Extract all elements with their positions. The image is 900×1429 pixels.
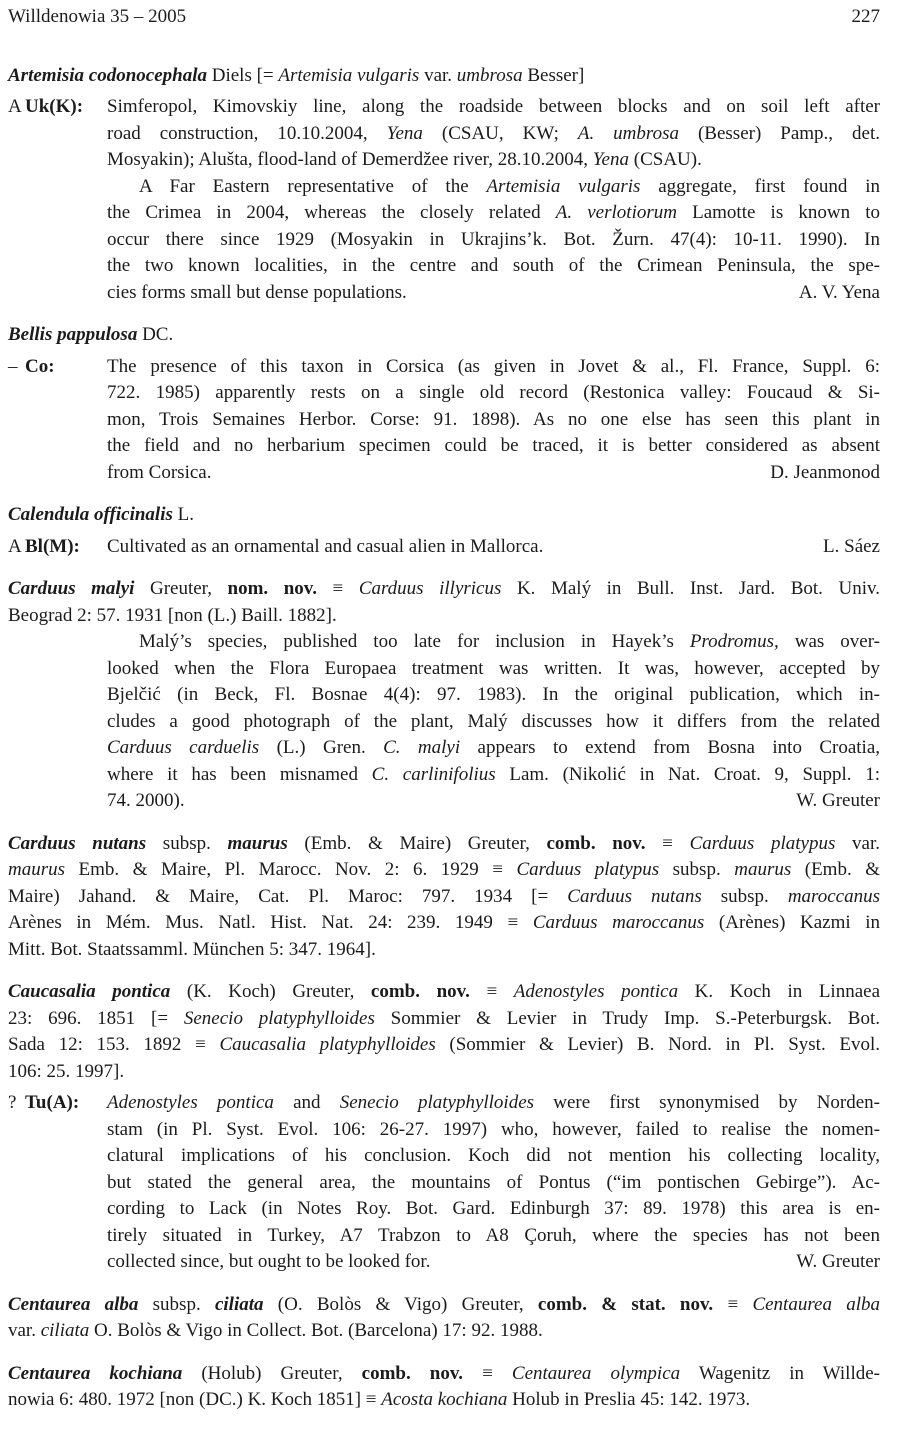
text-line [8, 603, 880, 630]
text-line [107, 1143, 880, 1170]
text-segment: ≡ [713, 1293, 753, 1315]
text-segment: Artemisia vulgaris [486, 175, 641, 197]
text-segment: and [273, 1092, 340, 1113]
species-heading [8, 576, 880, 629]
author-attribution: W. Greuter [796, 1251, 880, 1272]
text-line [107, 534, 880, 561]
text-segment: Mitt. Bot. Staatssamml. München 5: 347. 1964]. [8, 938, 376, 960]
entries-list [8, 63, 880, 1414]
text-segment: K. Malý in Bull. Inst. Jard. Bot. Univ. [501, 578, 880, 599]
text-segment: Beograd 2: 57. 1931 [non (L.) Baill. 1882]. [8, 604, 337, 626]
text-line [107, 94, 880, 121]
text-segment: Bellis pappulosa [8, 324, 138, 345]
text-segment: subsp. [701, 885, 788, 907]
page-number: 227 [851, 6, 880, 27]
text-segment: ≡ [463, 1362, 512, 1384]
text-line [107, 656, 880, 683]
text-segment: Carduus platypus [689, 832, 836, 854]
text-segment: looked when the Flora Europaea treatment was written. It was, however, accepted by [107, 657, 880, 679]
author-attribution: W. Greuter [796, 790, 880, 811]
text-segment: 23: 696. 1851 [= [8, 1007, 184, 1029]
species-heading [8, 502, 880, 529]
text-line [107, 407, 880, 434]
species-heading [8, 322, 880, 349]
entry-centaurea-kochiana [8, 1361, 880, 1414]
text-segment: (O. Bolòs & Vigo) Greuter, [263, 1293, 538, 1315]
text-segment: Maire) Jahand. & Maire, Cat. Pl. Maroc: 797. 1934 [= [8, 885, 568, 907]
text-segment: Carduus malyi [8, 578, 135, 599]
status-record [8, 354, 880, 487]
text-line [107, 788, 880, 815]
text-segment: A. umbrosa [577, 122, 679, 144]
comment-paragraph [107, 174, 880, 307]
text-segment: Bjelčić (in Beck, Fl. Bosnae 4(4): 97. 1983). In the original publication, which in- [107, 684, 880, 705]
text-segment: O. Bolòs & Vigo in Collect. Bot. (Barcelona) 17: 92. 1988. [89, 1320, 543, 1341]
text-line [8, 1361, 880, 1388]
text-segment: C. malyi [383, 737, 461, 758]
text-segment: maroccanus [787, 885, 880, 907]
text-segment: DC. [137, 324, 174, 345]
text-segment: clatural implications of his conclusion. Koch did not mention his collecting locality, [107, 1145, 880, 1166]
text-line [8, 884, 880, 911]
text-line [8, 1006, 880, 1033]
text-segment: Malý’s species, published too late for inclusion in Hayek’s [139, 631, 690, 652]
text-segment: Centaurea alba [752, 1293, 880, 1315]
text-segment: Artemisia vulgaris [278, 64, 420, 86]
text-segment: Simferopol, Kimovskiy line, along the roadside between blocks and on soil left after [107, 96, 880, 117]
species-heading [8, 979, 880, 1085]
text-segment: Adenostyles pontica [513, 981, 679, 1002]
text-segment: road construction, 10.10.2004, [107, 122, 387, 144]
text-line [107, 1090, 880, 1117]
text-segment: 74. 2000). [107, 790, 185, 811]
text-segment: 722. 1985) apparently rests on a single old record (Restonica valley: Foucaud & Si- [107, 382, 880, 403]
area-label: Tu(A): [25, 1092, 80, 1113]
text-line [8, 63, 880, 90]
text-segment: comb. nov. [546, 832, 646, 854]
text-segment: Carduus carduelis [107, 737, 260, 758]
text-segment: Centaurea alba [8, 1293, 139, 1315]
text-line [107, 1249, 880, 1276]
page-header [8, 4, 880, 31]
text-segment: A Far Eastern representative of the [139, 175, 487, 197]
text-line [107, 380, 880, 407]
text-segment: Wagenitz in Willde- [680, 1362, 880, 1384]
text-line [107, 200, 880, 227]
text-segment: Carduus platypus [516, 859, 660, 880]
text-segment: (L.) Gren. [259, 737, 384, 758]
text-segment: mon, Trois Semaines Herbor. Corse: 91. 1898). As no one else has seen this plant in [107, 408, 880, 430]
text-segment: Sommier & Levier in Trudy Imp. S.-Peterburgsk. Bot. [374, 1007, 881, 1029]
text-line [107, 174, 880, 201]
area-label: Uk(K): [25, 96, 84, 117]
text-segment: Senecio platyphylloides [183, 1007, 375, 1029]
status-symbol: A [8, 96, 22, 117]
text-line [107, 460, 880, 487]
text-segment: L. [172, 504, 194, 525]
text-segment: (Besser) Pamp., det. [679, 122, 880, 144]
text-segment: Lamotte is known to [676, 202, 881, 223]
text-segment: Lam. (Nikolić in Nat. Croat. 9, Suppl. 1: [495, 763, 881, 785]
text-line [8, 979, 880, 1006]
text-line [107, 682, 880, 709]
text-segment: but stated the general area, the mountains of Pontus (“im pontischen Gebirge”). Ac- [107, 1171, 880, 1193]
text-segment: Caucasalia pontica [8, 981, 171, 1002]
text-segment: cludes a good photograph of the plant, Malý discusses how it differs from the related [107, 710, 880, 732]
text-line [8, 1292, 880, 1319]
status-record [8, 534, 880, 561]
text-segment: Mosyakin); Alušta, flood-land of Demerdžee river, 28.10.2004, [107, 149, 593, 170]
text-segment: Holub in Preslia 45: 142. 1973. [507, 1389, 751, 1410]
text-segment: Arènes in Mém. Mus. Natl. Hist. Nat. 24: 239. 1949 ≡ [8, 912, 533, 933]
text-segment: Adenostyles pontica [107, 1092, 274, 1113]
text-segment: subsp. [138, 1293, 215, 1315]
text-segment: tirely situated in Turkey, A7 Trabzon to A8 Çoruh, where the species has not been [107, 1224, 880, 1246]
text-segment: Diels [= [206, 64, 279, 86]
species-heading [8, 63, 880, 90]
text-segment: collected since, but ought to be looked for. [107, 1251, 431, 1272]
text-segment: C. carlinifolius [371, 763, 496, 785]
text-segment: var. [835, 832, 881, 854]
text-segment: Carduus illyricus [358, 578, 502, 599]
text-segment: ciliata [214, 1293, 264, 1315]
text-segment: maurus [734, 859, 792, 880]
text-segment: (CSAU). [629, 149, 702, 170]
entry-centaurea-alba-subsp-ciliata [8, 1292, 880, 1345]
text-segment: Caucasalia platyphylloides [219, 1034, 436, 1055]
text-line [107, 1117, 880, 1144]
entry-carduus-malyi [8, 576, 880, 815]
text-segment: Carduus maroccanus [532, 912, 705, 933]
text-segment: were first synonymised by Norden- [534, 1092, 881, 1113]
text-segment: Centaurea kochiana [8, 1362, 183, 1384]
text-line [107, 354, 880, 381]
text-line [8, 937, 880, 964]
entry-bellis-pappulosa [8, 322, 880, 486]
text-segment: (K. Koch) Greuter, [170, 981, 371, 1002]
text-segment: Acosta kochiana [381, 1389, 508, 1410]
text-segment: the two known localities, in the centre and south of the Crimean Peninsula, the spe- [107, 255, 880, 276]
text-segment: ciliata [40, 1320, 90, 1341]
text-line [107, 1223, 880, 1250]
text-segment: var. [419, 64, 457, 86]
text-line [8, 831, 880, 858]
text-line [107, 280, 880, 307]
text-segment: cording to Lack (in Notes Roy. Bot. Gard. Edinburgh 37: 89. 1978) this area is en- [107, 1198, 880, 1219]
text-segment: nom. nov. [227, 578, 317, 599]
text-segment: Calendula officinalis [8, 504, 173, 525]
text-line [8, 857, 880, 884]
status-symbol: A [8, 535, 22, 557]
journal-title: Willdenowia 35 – 2005 [8, 6, 187, 27]
species-heading [8, 1361, 880, 1414]
text-segment: nowia 6: 480. 1972 [non (DC.) K. Koch 1851] ≡ [8, 1389, 382, 1410]
text-segment: (Arènes) Kazmi in [704, 912, 881, 933]
text-line [107, 147, 880, 174]
text-segment: was over- [778, 631, 880, 652]
text-segment: Senecio platyphylloides [339, 1092, 535, 1113]
text-segment: aggregate, first found in [640, 175, 880, 197]
text-segment: 106: 25. 1997]. [8, 1060, 125, 1082]
text-line [107, 709, 880, 736]
area-label: Co: [25, 355, 55, 377]
text-segment: ≡ [317, 578, 359, 599]
text-segment: (Emb. & [791, 859, 880, 880]
comment-paragraph [107, 629, 880, 815]
text-segment: stam (in Pl. Syst. Evol. 106: 26-27. 1997) who, however, failed to realise the nomen- [107, 1118, 880, 1140]
text-segment: umbrosa [456, 64, 523, 86]
text-segment: Sada 12: 153. 1892 ≡ [8, 1034, 220, 1055]
text-segment: cies forms small but dense populations. [107, 281, 407, 303]
status-symbol: ? [8, 1092, 17, 1113]
text-segment: (Sommier & Levier) B. Nord. in Pl. Syst. Evol. [435, 1034, 880, 1055]
text-segment: the field and no herbarium specimen could be traced, it is better considered as absent [107, 435, 880, 456]
text-segment: subsp. [659, 859, 735, 880]
text-segment: maurus [227, 832, 288, 854]
text-line [8, 1318, 880, 1345]
text-segment: maurus [8, 859, 66, 880]
entry-carduus-nutans-subsp-maurus [8, 831, 880, 964]
text-segment: comb. nov. [370, 981, 470, 1002]
entry-artemisia-codonocephala [8, 63, 880, 307]
text-segment: occur there since 1929 (Mosyakin in Ukrajins’k. Bot. Žurn. 47(4): 10-11. 1990). In [107, 228, 880, 250]
text-segment: Carduus nutans [567, 885, 702, 907]
text-segment: Centaurea olympica [511, 1362, 681, 1384]
text-segment: comb. nov. [361, 1362, 464, 1384]
status-symbol: – [8, 355, 18, 377]
status-record [8, 1090, 880, 1276]
text-segment: Yena [386, 122, 423, 144]
text-segment: A. verlotiorum [555, 202, 677, 223]
text-segment: appears to extend from Bosna into Croatia, [460, 737, 881, 758]
text-line [107, 1170, 880, 1197]
status-record [8, 94, 880, 174]
text-line [8, 1387, 880, 1414]
text-line [107, 762, 880, 789]
text-segment: comb. & stat. nov. [537, 1293, 714, 1315]
text-line [8, 322, 880, 349]
text-segment: Prodromus, [689, 631, 779, 652]
text-line [8, 910, 880, 937]
text-segment: (CSAU, KW; [422, 122, 578, 144]
text-line [107, 121, 880, 148]
author-attribution: L. Sáez [823, 535, 880, 557]
text-line [107, 629, 880, 656]
text-segment: the Crimea in 2004, whereas the closely related [107, 202, 556, 223]
species-heading [8, 1292, 880, 1345]
entry-caucasalia-pontica [8, 979, 880, 1276]
text-segment: Cultivated as an ornamental and casual alien in Mallorca. [107, 535, 544, 557]
entry-calendula-officinalis [8, 502, 880, 560]
text-segment: Besser] [522, 64, 585, 86]
area-label: Bl(M): [25, 535, 80, 557]
text-segment: ≡ [645, 832, 690, 854]
text-segment: Artemisia codonocephala [8, 64, 207, 86]
text-line [8, 1059, 880, 1086]
text-segment: (Emb. & Maire) Greuter, [287, 832, 547, 854]
text-segment: Carduus nutans [8, 832, 147, 854]
text-line [107, 227, 880, 254]
author-attribution: D. Jeanmonod [770, 461, 880, 483]
text-segment: Yena [592, 149, 629, 170]
text-segment: K. Koch in Linnaea [678, 981, 881, 1002]
text-line [8, 1032, 880, 1059]
text-segment: Greuter, [134, 578, 228, 599]
text-line [8, 502, 880, 529]
text-line [107, 1196, 880, 1223]
text-segment: ≡ [469, 981, 514, 1002]
author-attribution: A. V. Yena [798, 281, 880, 303]
text-segment: subsp. [146, 832, 228, 854]
text-segment: (Holub) Greuter, [182, 1362, 362, 1384]
text-segment: The presence of this taxon in Corsica (as given in Jovet & al., Fl. France, Suppl. 6: [107, 355, 880, 377]
text-line [107, 253, 880, 280]
text-segment: where it has been misnamed [107, 763, 372, 785]
text-segment: var. [8, 1320, 41, 1341]
text-line [8, 576, 880, 603]
species-heading [8, 831, 880, 964]
text-segment: Emb. & Maire, Pl. Marocc. Nov. 2: 6. 1929 ≡ [65, 859, 517, 880]
text-line [107, 433, 880, 460]
text-segment: from Corsica. [107, 461, 212, 483]
text-line [107, 735, 880, 762]
